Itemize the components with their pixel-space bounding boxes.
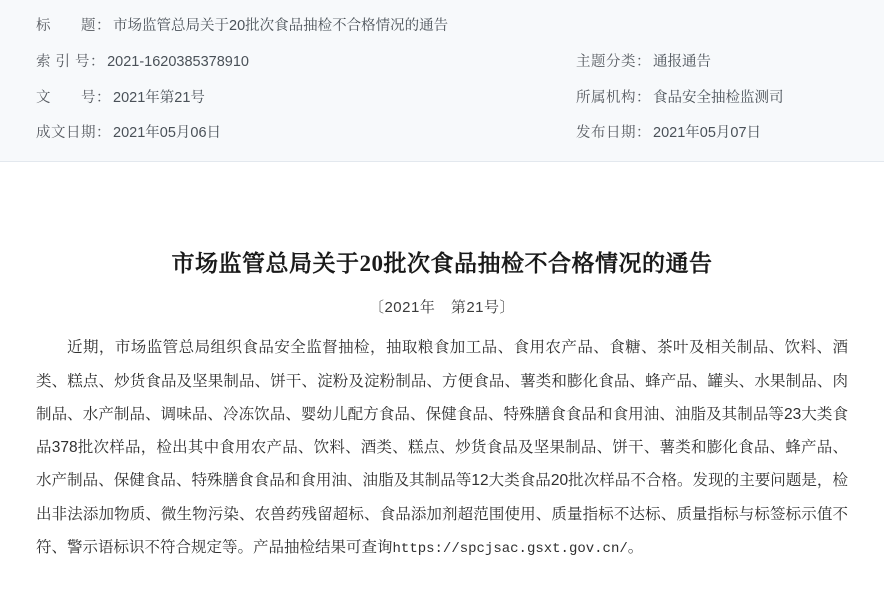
document-metadata-block xyxy=(0,0,884,162)
document-number-subtitle: 〔2021年 第21号〕 xyxy=(368,299,516,317)
metadata-row xyxy=(36,123,848,145)
metadata-label-topic-category: 主题分类： xyxy=(576,53,651,70)
article-body xyxy=(0,248,884,564)
query-url: https://spcjsac.gsxt.gov.cn/ xyxy=(392,541,628,558)
metadata-label-index-number: 索 引 号： xyxy=(36,53,106,70)
metadata-field-written-date xyxy=(36,123,576,145)
metadata-value-written-date: 2021年05月06日 xyxy=(113,125,222,142)
metadata-field-topic-category xyxy=(576,52,848,74)
metadata-field-issuing-agency xyxy=(576,88,848,110)
metadata-value-topic-category: 通报通告 xyxy=(653,53,711,70)
metadata-label-issuing-agency: 所属机构： xyxy=(576,89,651,106)
metadata-label-title: 标 题： xyxy=(36,18,111,34)
article-paragraph xyxy=(36,331,848,564)
metadata-row xyxy=(36,88,848,110)
metadata-row xyxy=(36,16,848,38)
metadata-value-publish-date: 2021年05月07日 xyxy=(653,125,762,142)
metadata-field-title xyxy=(36,16,848,38)
metadata-value-issuing-agency: 食品安全抽检监测司 xyxy=(653,89,784,106)
article-paragraph-text: 近期，市场监管总局组织食品安全监督抽检，抽取粮食加工品、食用农产品、食糖、茶叶及相关制品、饮料、酒类、糕点、炒货食品及坚果制品、饼干、淀粉及淀粉制品、方便食品、薯类和膨化食品、蜂产品、罐头、水果制品、肉制品、水产制品、调味品、冷冻饮品、婴幼儿配方食品、保健食品、特殊膳食食品和食用油、油脂及其制品等23大类食品378批次样品，检出其中食用农产品、饮料、酒类、糕点、炒货食品及坚果制品、饼干、薯类和膨化食品、蜂产品、水产制品、保健食品、特殊膳食食品和食用油、油脂及其制品等12大类食品20批次样品不合格。发现的主要问题是，检出非法添加物质、微生物污染、农兽药残留超标、食品添加剂超范围使用、质量指标不达标、质量指标与标签标示值不符、警示语标识不符合规定等。产品抽检结果可查询 xyxy=(36,339,848,557)
metadata-field-publish-date xyxy=(576,123,848,145)
page-title: 市场监管总局关于20批次食品抽检不合格情况的通告 xyxy=(171,251,713,276)
metadata-field-document-number xyxy=(36,88,576,110)
metadata-row xyxy=(36,52,848,74)
metadata-value-index-number: 2021-1620385378910 xyxy=(107,53,249,70)
metadata-value-title: 市场监管总局关于20批次食品抽检不合格情况的通告 xyxy=(113,18,449,34)
metadata-field-index-number xyxy=(36,52,576,74)
metadata-label-document-number: 文 号： xyxy=(36,89,111,106)
metadata-value-document-number: 2021年第21号 xyxy=(113,89,205,106)
article-paragraph-end: 。 xyxy=(627,539,644,557)
metadata-label-publish-date: 发布日期： xyxy=(576,125,651,142)
metadata-label-written-date: 成文日期： xyxy=(36,125,111,142)
